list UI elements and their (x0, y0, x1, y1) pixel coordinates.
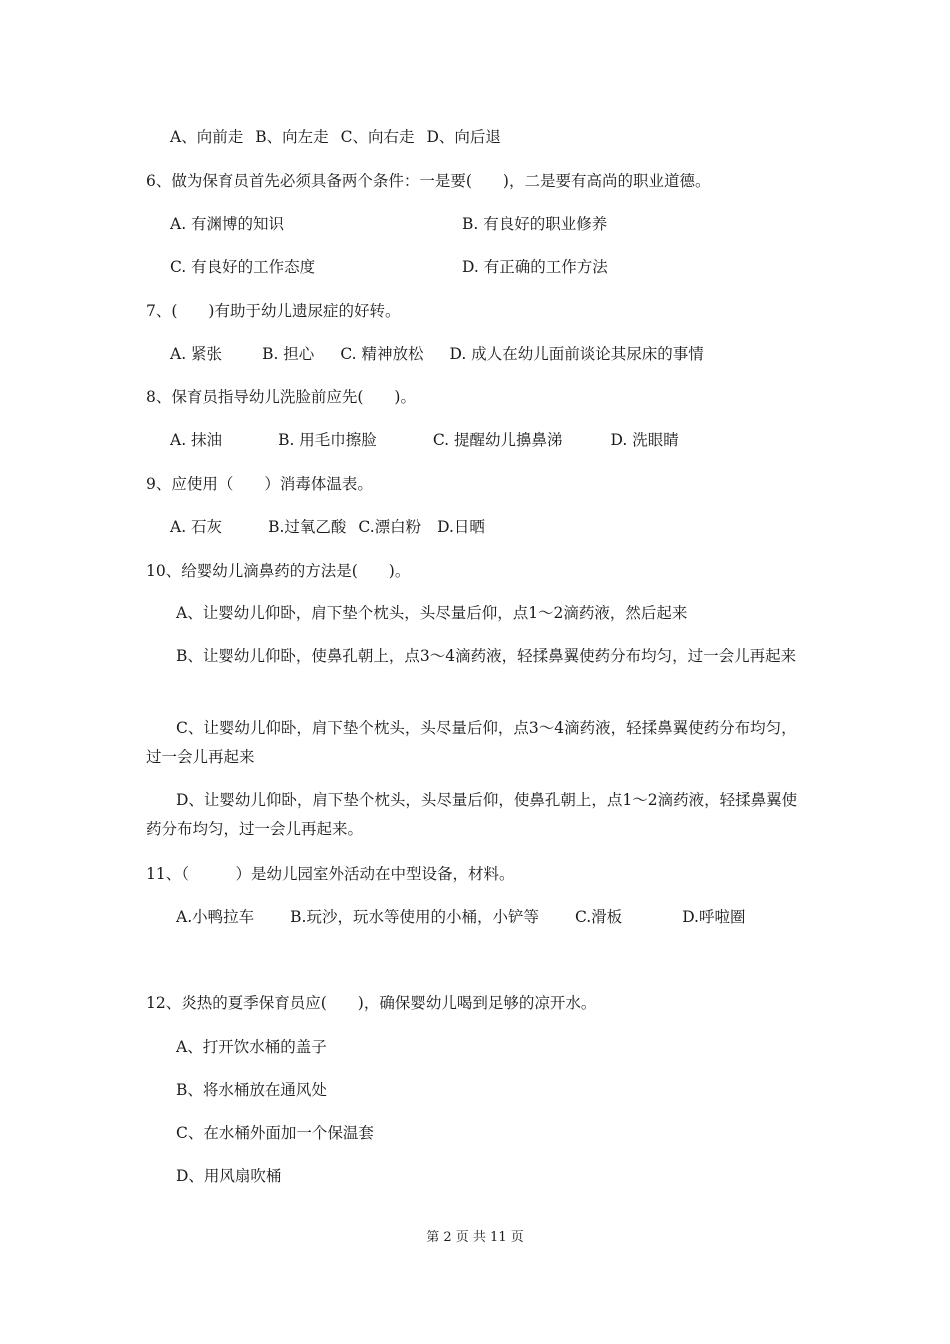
q6-option-b: B. 有良好的职业修养 (462, 215, 608, 233)
q10-option-c: C、让婴幼儿仰卧，肩下垫个枕头，头尽量后仰，点3～4滴药液，轻揉鼻翼使药分布均匀，过一会儿再起来 (146, 719, 797, 766)
q9-option-b: B.过氧乙酸 (268, 518, 347, 536)
q6-options-row2 (170, 257, 840, 277)
q7-option-c: C. 精神放松 (340, 345, 424, 363)
q11-options (176, 907, 846, 927)
q6-stem: 6、做为保育员首先必须具备两个条件：一是要( )，二是要有高尚的职业道德。 (146, 172, 711, 190)
q12-stem: 12、炎热的夏季保育员应( )，确保婴幼儿喝到足够的凉开水。 (146, 994, 597, 1012)
q5-options (170, 127, 840, 147)
q7-options (170, 344, 840, 364)
q5-option-a: A、向前走 (170, 128, 244, 146)
q9-option-a: A. 石灰 (170, 518, 223, 536)
q5-option-b: B、向左走 (255, 128, 329, 146)
q11-option-c: C.滑板 (574, 908, 623, 926)
q12-option-d: D、用风扇吹桶 (176, 1167, 282, 1185)
q5-option-d: D、向后退 (426, 128, 501, 146)
q8-option-b: B. 用毛巾擦脸 (278, 431, 377, 449)
q11-option-b: B.玩沙，玩水等使用的小桶，小铲等 (290, 908, 539, 926)
page-number-footer: 第 2 页 共 11 页 (426, 1230, 524, 1245)
q9-stem: 9、应使用（ ）消毒体温表。 (146, 475, 373, 493)
q9-options (170, 517, 840, 537)
q7-stem: 7、( )有助于幼儿遗尿症的好转。 (146, 302, 401, 320)
q10-stem: 10、给婴幼儿滴鼻药的方法是( )。 (146, 562, 411, 580)
q6-option-c: C. 有良好的工作态度 (170, 258, 316, 276)
q12-option-b: B、将水桶放在通风处 (176, 1081, 327, 1099)
q9-option-c: C.漂白粉 (358, 518, 422, 536)
q5-option-c: C、向右走 (340, 128, 415, 146)
q8-option-a: A. 抹油 (170, 431, 223, 449)
q10-option-a: A、让婴幼儿仰卧，肩下垫个枕头，头尽量后仰，点1～2滴药液，然后起来 (176, 604, 688, 622)
q6-option-a: A. 有渊博的知识 (170, 215, 285, 233)
q7-option-b: B. 担心 (262, 345, 315, 363)
q8-option-c: C. 提醒幼儿擤鼻涕 (432, 431, 563, 449)
q11-option-a: A.小鸭拉车 (176, 908, 255, 926)
q10-option-b: B、让婴幼儿仰卧，使鼻孔朝上，点3～4滴药液，轻揉鼻翼使药分布均匀，过一会儿再起来 (176, 647, 797, 665)
q12-option-a: A、打开饮水桶的盖子 (176, 1038, 327, 1056)
q8-option-d: D. 洗眼睛 (610, 431, 679, 449)
q7-option-a: A. 紧张 (170, 345, 223, 363)
q12-option-c: C、在水桶外面加一个保温套 (176, 1124, 374, 1142)
q10-option-d: D、让婴幼儿仰卧，肩下垫个枕头，头尽量后仰，使鼻孔朝上，点1～2滴药液，轻揉鼻翼使药分布均匀，过一会儿再起来。 (146, 791, 798, 838)
q6-option-d: D. 有正确的工作方法 (462, 258, 608, 276)
q11-stem: 11、（ ）是幼儿园室外活动在中型设备，材料。 (146, 865, 515, 883)
q8-options (170, 430, 840, 450)
q9-option-d: D.日晒 (437, 518, 485, 536)
q7-option-d: D. 成人在幼儿面前谈论其尿床的事情 (449, 345, 704, 363)
q8-stem: 8、保育员指导幼儿洗脸前应先( )。 (146, 388, 416, 406)
q11-option-d: D.呼啦圈 (682, 908, 746, 926)
q6-options-row1 (170, 214, 840, 234)
